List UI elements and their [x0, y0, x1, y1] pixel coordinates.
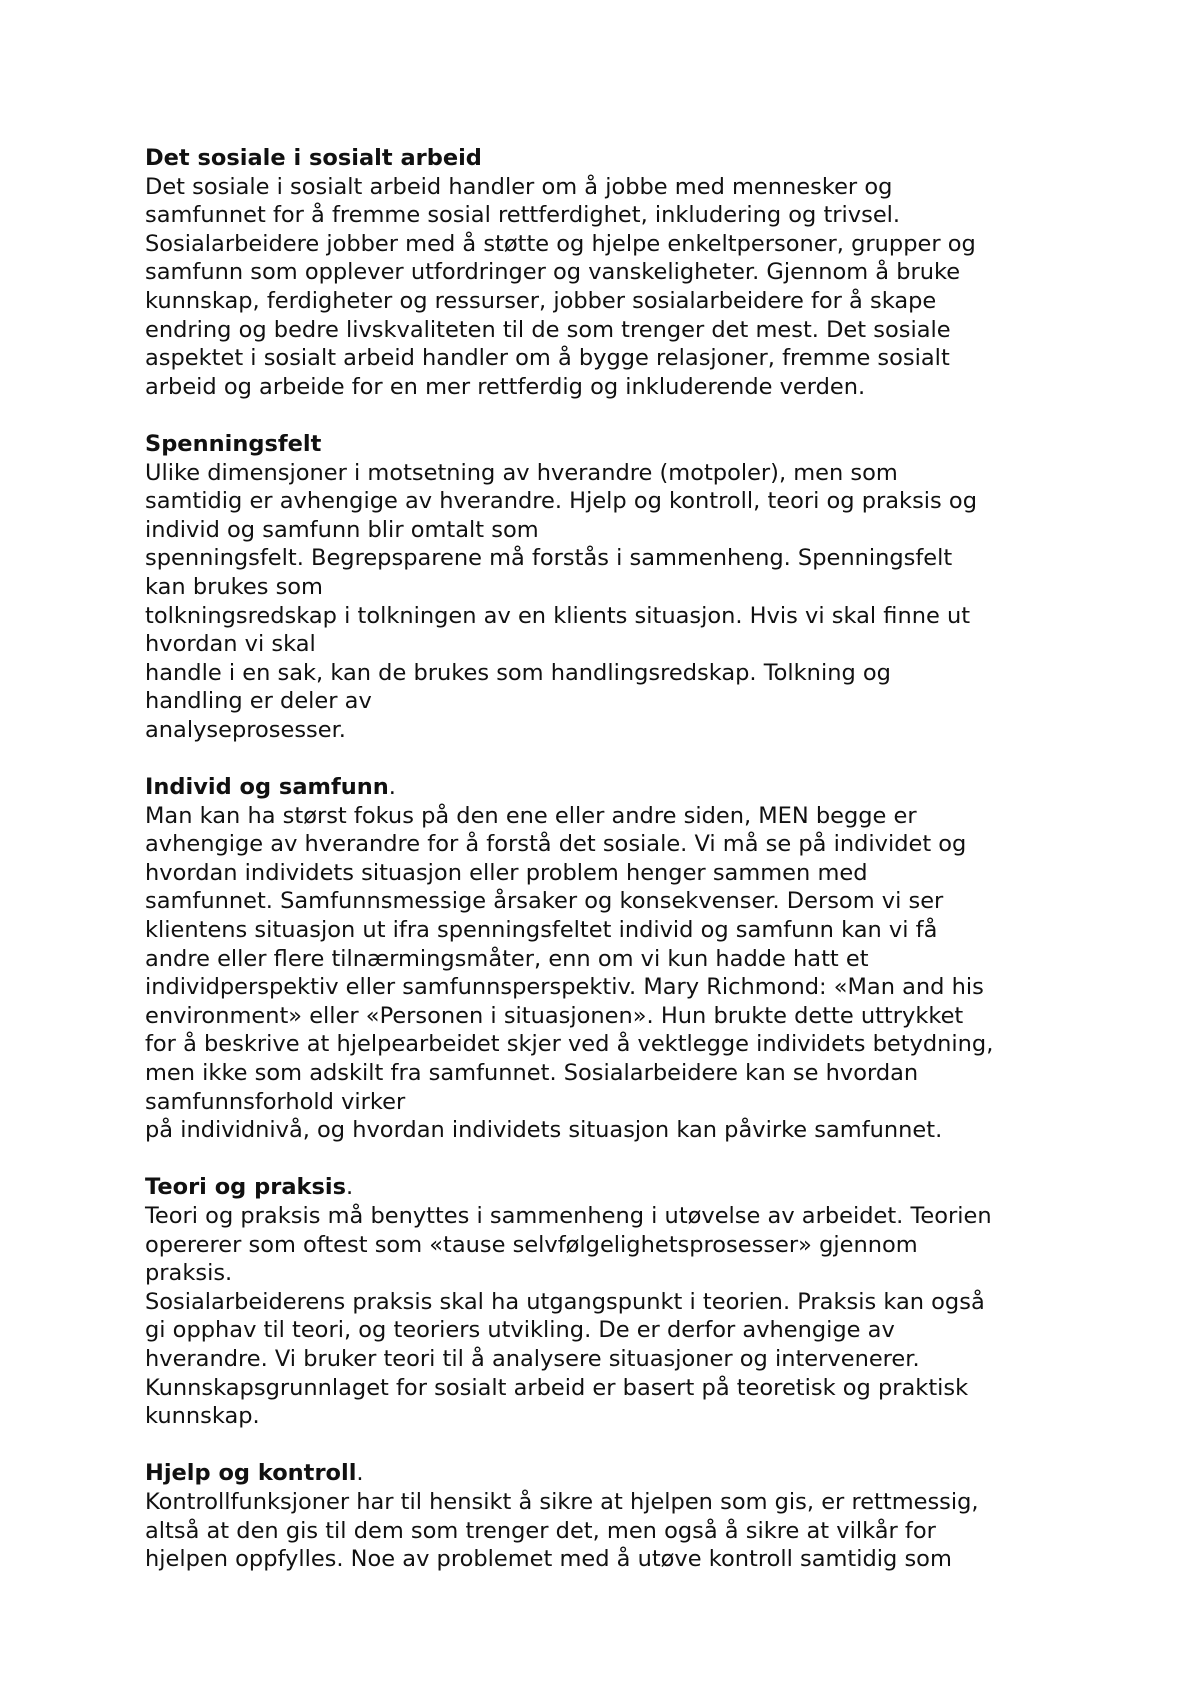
section-spacer — [145, 1145, 1105, 1174]
paragraph-line: hvordan vi skal — [145, 631, 316, 658]
section-spacer — [145, 1431, 1105, 1460]
paragraph-line: samtidig er avhengige av hverandre. Hjelp og kontroll, teori og praksis og — [145, 488, 977, 515]
section-title-suffix: . — [345, 1174, 354, 1201]
paragraph-line: individ og samfunn blir omtalt som — [145, 516, 539, 543]
paragraph-line: samfunnet for å fremme sosial rettferdighet, inkludering og trivsel. — [145, 202, 901, 229]
paragraph-line: analyseprosesser. — [145, 716, 346, 743]
section-title: Spenningsfelt — [145, 430, 322, 457]
section-title-suffix: . — [356, 1460, 364, 1487]
paragraph-line: handling er deler av — [145, 688, 372, 715]
paragraph-line: kunnskap. — [145, 1403, 260, 1430]
section-heading — [145, 773, 1105, 802]
paragraph-line: Kontrollfunksjoner har til hensikt å sikre at hjelpen som gis, er rettmessig, — [145, 1488, 979, 1515]
paragraph-line: Sosialarbeiderens praksis skal ha utgangspunkt i teorien. Praksis kan også — [145, 1288, 985, 1315]
paragraph-line: arbeid og arbeide for en mer rettferdig og inkluderende verden. — [145, 373, 866, 400]
paragraph-line: hjelpen oppfylles. Noe av problemet med å utøve kontroll samtidig som — [145, 1546, 952, 1573]
section-spacer — [145, 401, 1105, 430]
paragraph-line: samfunnsforhold virker — [145, 1088, 406, 1115]
paragraph-line: Sosialarbeidere jobber med å støtte og hjelpe enkeltpersoner, grupper og — [145, 230, 976, 257]
section-heading — [145, 144, 1105, 173]
section-title: Teori og praksis — [145, 1174, 346, 1201]
section-title: Hjelp og kontroll — [145, 1460, 357, 1487]
paragraph-line: environment» eller «Personen i situasjonen». Hun brukte dette uttrykket — [145, 1002, 964, 1029]
paragraph-line: hvordan individets situasjon eller problem henger sammen med — [145, 859, 868, 886]
section-det-sosiale — [145, 144, 1105, 401]
paragraph-line: for å beskrive at hjelpearbeidet skjer ved å vektlegge individets betydning, — [145, 1031, 994, 1058]
paragraph-line: aspektet i sosialt arbeid handler om å bygge relasjoner, fremme sosialt — [145, 345, 950, 372]
paragraph-line: samfunnet. Samfunnsmessige årsaker og konsekvenser. Dersom vi ser — [145, 888, 944, 915]
paragraph-line: kan brukes som — [145, 573, 323, 600]
paragraph-line: opererer som oftest som «tause selvfølgelighetsprosesser» gjennom — [145, 1231, 918, 1258]
paragraph-line: praksis. — [145, 1260, 233, 1287]
paragraph-line: gi opphav til teori, og teoriers utvikling. De er derfor avhengige av — [145, 1317, 895, 1344]
section-heading — [145, 1459, 1105, 1488]
paragraph-line: klientens situasjon ut ifra spenningsfeltet individ og samfunn kan vi få — [145, 917, 938, 944]
paragraph-line: individperspektiv eller samfunnsperspektiv. Mary Richmond: «Man and his — [145, 974, 984, 1001]
section-title: Individ og samfunn — [145, 774, 389, 801]
paragraph-line: tolkningsredskap i tolkningen av en klients situasjon. Hvis vi skal finne ut — [145, 602, 971, 629]
paragraph-line: men ikke som adskilt fra samfunnet. Sosialarbeidere kan se hvordan — [145, 1060, 919, 1086]
paragraph-line: kunnskap, ferdigheter og ressurser, jobber sosialarbeidere for å skape — [145, 287, 937, 314]
section-hjelp-og-kontroll — [145, 1459, 1105, 1573]
document-page — [145, 144, 1105, 1574]
paragraph-line: Kunnskapsgrunnlaget for sosialt arbeid er basert på teoretisk og praktisk — [145, 1374, 969, 1401]
paragraph-line: altså at den gis til dem som trenger det, men også å sikre at vilkår for — [145, 1517, 936, 1544]
paragraph-line: andre eller flere tilnærmingsmåter, enn om vi kun hadde hatt et — [145, 945, 869, 972]
section-title-suffix: . — [388, 774, 396, 801]
paragraph-line: Teori og praksis må benyttes i sammenheng i utøvelse av arbeidet. Teorien — [145, 1202, 992, 1229]
paragraph-line: handle i en sak, kan de brukes som handlingsredskap. Tolkning og — [145, 659, 891, 686]
section-heading — [145, 1173, 1105, 1202]
section-title: Det sosiale i sosialt arbeid — [145, 145, 482, 171]
paragraph-line: hverandre. Vi bruker teori til å analysere situasjoner og intervenerer. — [145, 1345, 920, 1372]
paragraph-line: samfunn som opplever utfordringer og vanskeligheter. Gjennom å bruke — [145, 259, 961, 286]
section-heading — [145, 430, 1105, 459]
paragraph-line: Det sosiale i sosialt arbeid handler om å jobbe med mennesker og — [145, 173, 893, 200]
paragraph-line: endring og bedre livskvaliteten til de som trenger det mest. Det sosiale — [145, 316, 951, 343]
paragraph-line: avhengige av hverandre for å forstå det sosiale. Vi må se på individet og — [145, 831, 967, 858]
section-individ-og-samfunn — [145, 773, 1105, 1145]
paragraph-line: Ulike dimensjoner i motsetning av hverandre (motpoler), men som — [145, 459, 898, 486]
section-teori-og-praksis — [145, 1173, 1105, 1430]
paragraph-line: Man kan ha størst fokus på den ene eller andre siden, MEN begge er — [145, 802, 917, 829]
section-spenningsfelt — [145, 430, 1105, 745]
paragraph-line: på individnivå, og hvordan individets situasjon kan påvirke samfunnet. — [145, 1117, 943, 1144]
section-spacer — [145, 744, 1105, 773]
paragraph-line: spenningsfelt. Begrepsparene må forstås i sammenheng. Spenningsfelt — [145, 545, 953, 572]
